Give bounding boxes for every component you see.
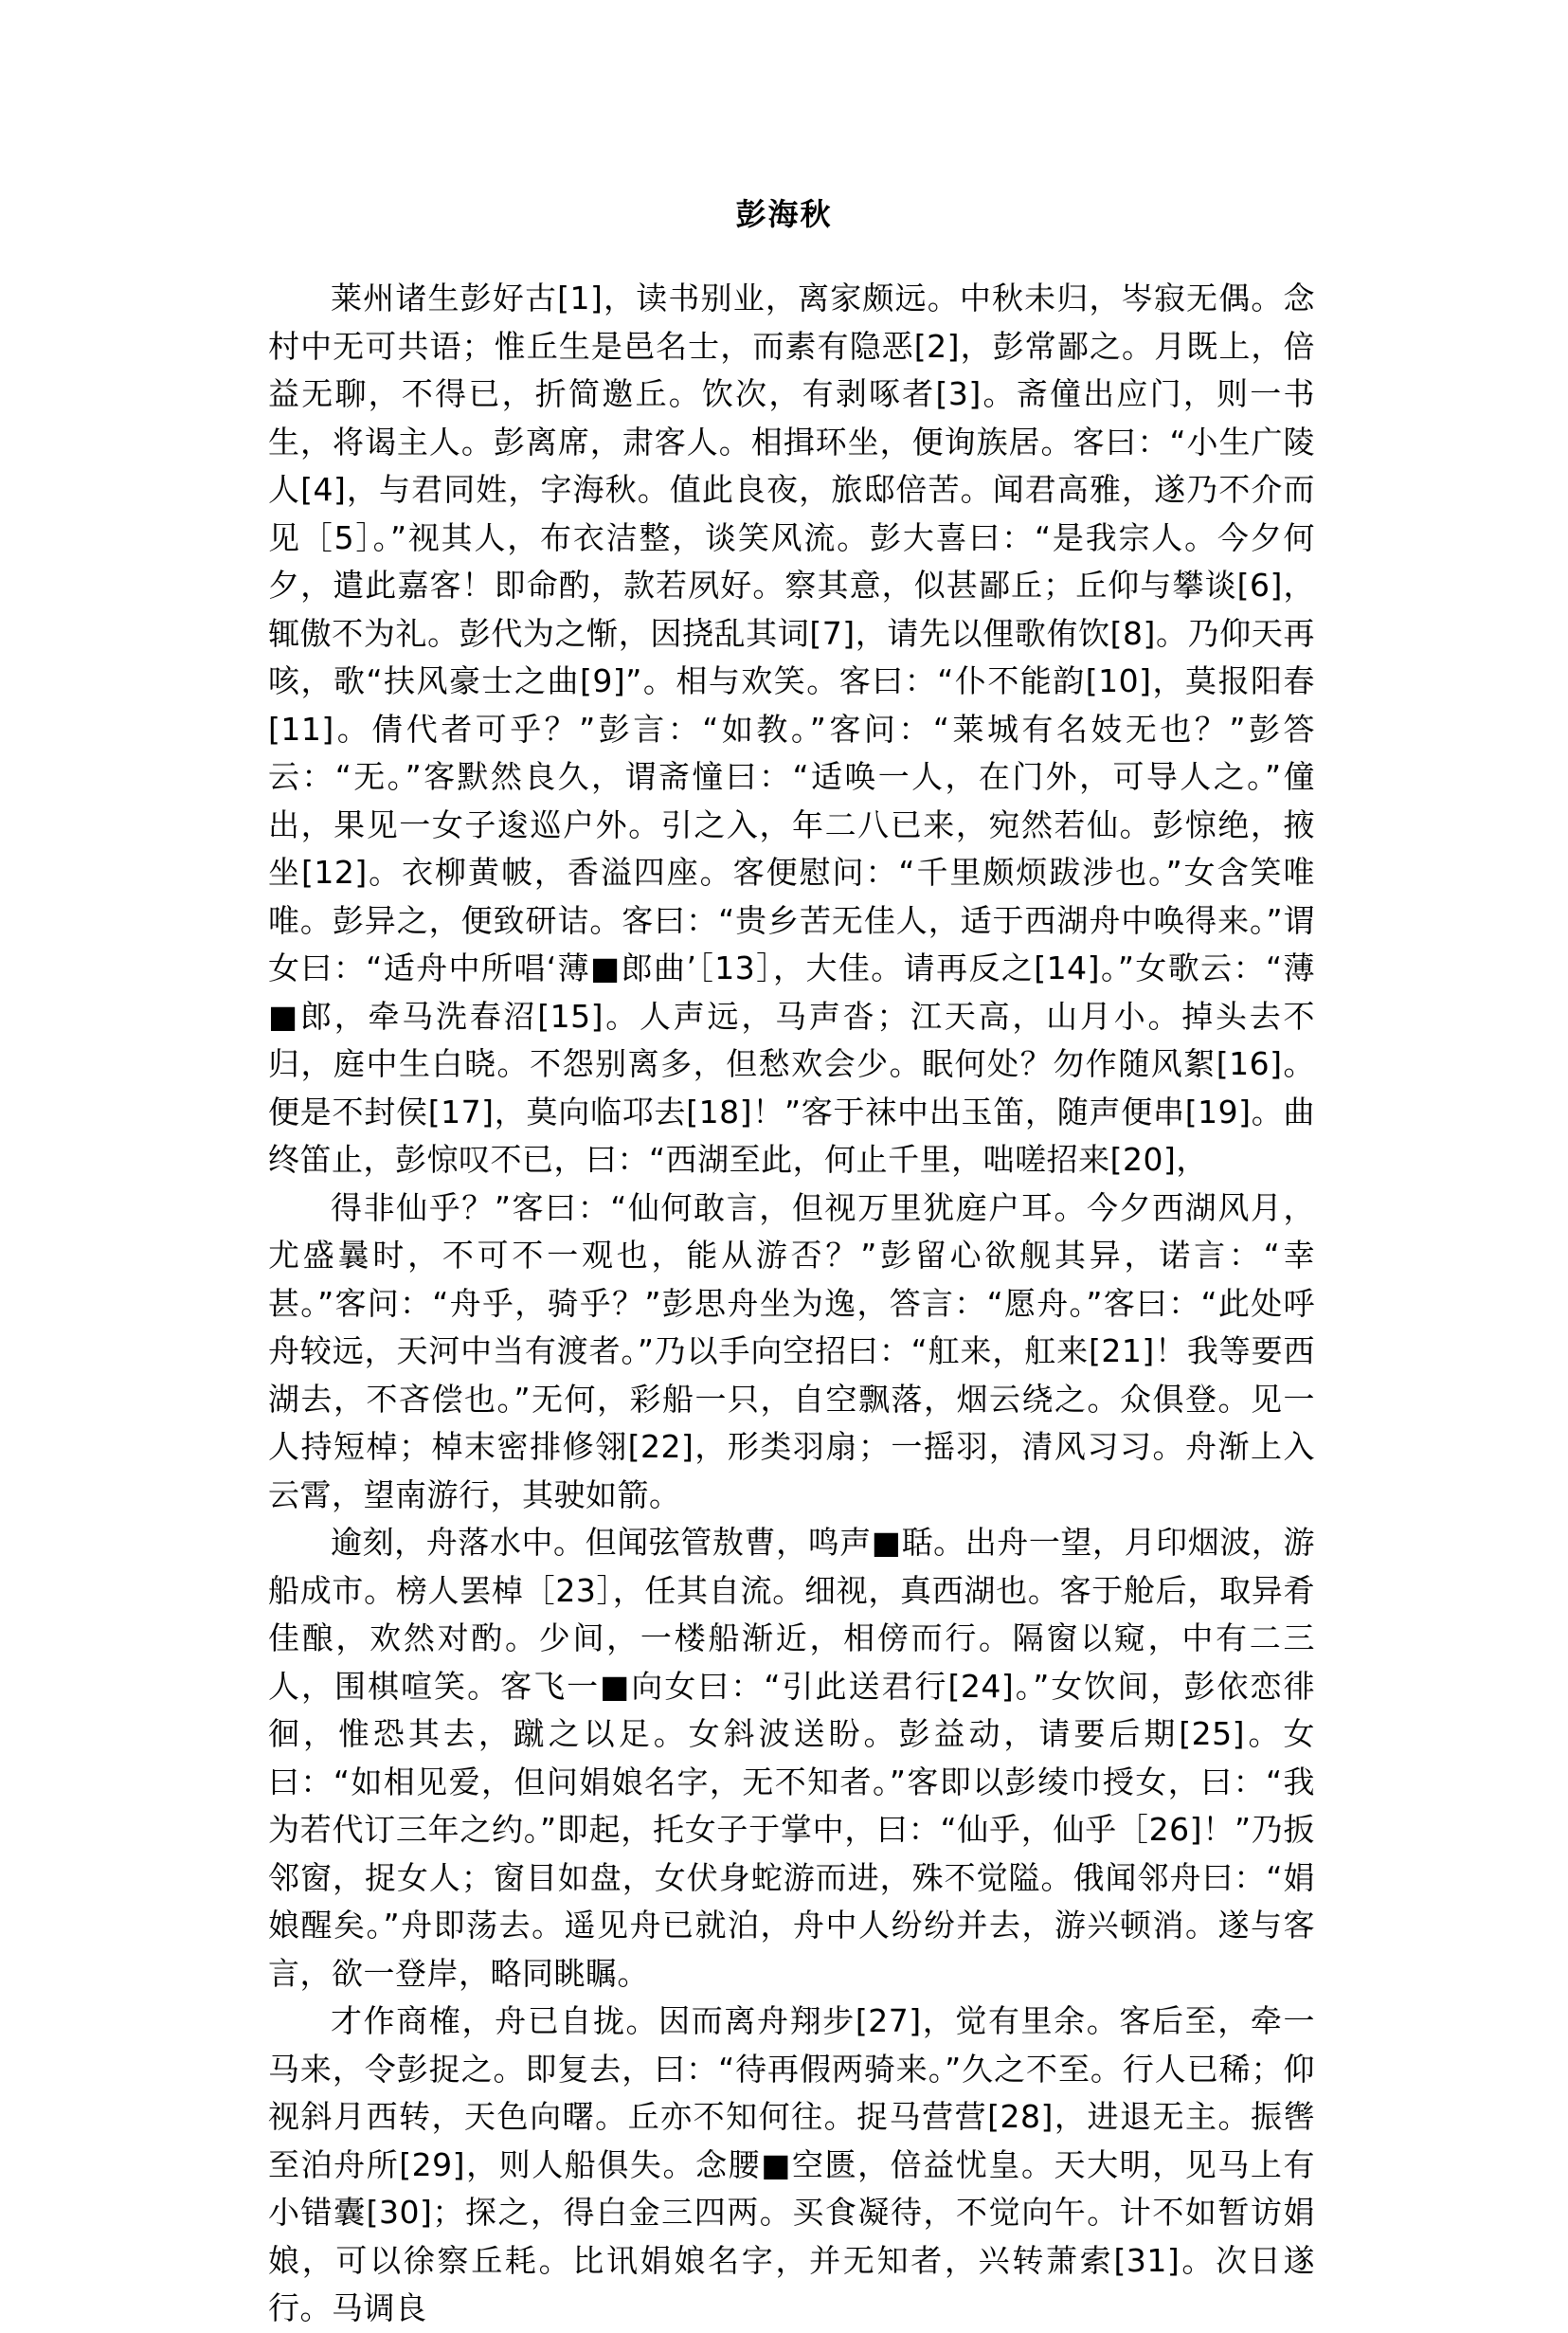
- paragraph: 得非仙乎？”客曰：“仙何敢言，但视万里犹庭户耳。今夕西湖风月，尤盛曩时，不可不一观也，能从游否？”彭留心欲舰其异，诺言：“幸甚。”客问：“舟乎，骑乎？”彭思舟坐为逸，答言：“愿舟。”客曰：“此处呼舟较远，天河中当有渡者。”乃以手向空招曰：“舡来，舡来[21]！我等要西湖去，不吝偿也。”无何，彩船一只，自空飘落，烟云绕之。众俱登。见一人持短棹；棹末密排修翎[22]，形类羽扇；一摇羽，清风习习。舟渐上入云霄，望南游行，其驶如箭。: [268, 1188, 1315, 1513]
- page-title: 彭海秋: [735, 196, 833, 232]
- paragraph: 莱州诸生彭好古[1]，读书别业，离家颇远。中秋未归，岑寂无偶。念村中无可共语；惟丘生是邑名士，而素有隐恶[2]，彭常鄙之。月既上，倍益无聊，不得已，折简邀丘。饮次，有剥啄者[3]。斋僮出应门，则一书生，将谒主人。彭离席，肃客人。相揖环坐，便询族居。客曰：“小生广陵人[4]，与君同姓，字海秋。值此良夜，旅邸倍苦。闻君高雅，遂乃不介而见［5］。”视其人，布衣洁整，谈笑风流。彭大喜曰：“是我宗人。今夕何夕，遣此嘉客！即命酌，款若夙好。察其意，似甚鄙丘；丘仰与攀谈[6]，辄傲不为礼。彭代为之惭，因挠乱其词[7]，请先以俚歌侑饮[8]。乃仰天再咳，歌“扶风豪士之曲[9]”。相与欢笑。客曰：“仆不能韵[10]，莫报阳春[11]。倩代者可乎？”彭言：“如教。”客问：“莱城有名妓无也？”彭答云：“无。”客默然良久，谓斋憧曰：“适唤一人，在门外，可导人之。”僮出，果见一女子逡巡户外。引之入，年二八已来，宛然若仙。彭惊绝，掖坐[12]。衣柳黄帔，香溢四座。客便慰问：“千里颇烦跋涉也。”女含笑唯唯。彭异之，便致研诘。客曰：“贵乡苦无佳人，适于西湖舟中唤得来。”谓女曰：“适舟中所唱‘薄■郎曲’［13］，大佳。请再反之[14]。”女歌云：“薄■郎，牵马洗春沼[15]。人声远，马声沓；江天高，山月小。掉头去不归，庭中生白晓。不怨别离多，但愁欢会少。眠何处？勿作随风絮[16]。便是不封侯[17]，莫向临邛去[18]！”客于袜中出玉笛，随声便串[19]。曲终笛止，彭惊叹不已，曰：“西湖至此，何止千里，咄嗟招来[20]，: [268, 280, 1315, 1178]
- paragraph: 才作商榷，舟已自拢。因而离舟翔步[27]，觉有里余。客后至，牵一马来，令彭捉之。即复去，曰：“待再假两骑来。”久之不至。行人已稀；仰视斜月西转，天色向曙。丘亦不知何往。捉马营营[28]，进退无主。振辔至泊舟所[29]，则人船俱失。念腰■空匮，倍益忧皇。天大明，见马上有小错囊[30]；探之，得白金三四两。买食凝待，不觉向午。计不如暂访娟娘，可以徐察丘耗。比讯娟娘名字，并无知者，兴转萧索[31]。次日遂行。马调良: [268, 2002, 1315, 2326]
- paragraph: 逾刻，舟落水中。但闻弦管敖曹，鸣声■聒。出舟一望，月印烟波，游船成市。榜人罢棹［23］，任其自流。细视，真西湖也。客于舱后，取异肴佳酿，欢然对酌。少间，一楼船渐近，相傍而行。隔窗以窥，中有二三人，围棋喧笑。客飞一■向女曰：“引此送君行[24]。”女饮间，彭依恋徘徊，惟恐其去，蹴之以足。女斜波送盼。彭益动，请要后期[25]。女曰：“如相见爱，但问娟娘名字，无不知者。”客即以彭绫巾授女，曰：“我为若代订三年之约。”即起，托女子于掌中，曰：“仙乎，仙乎［26]！”乃扳邻窗，捉女人；窗目如盘，女伏身蛇游而进，殊不觉隘。俄闻邻舟曰：“娟娘醒矣。”舟即荡去。遥见舟已就泊，舟中人纷纷并去，游兴顿消。遂与客言，欲一登岸，略同眺瞩。: [268, 1524, 1315, 1992]
- document-body: [268, 275, 1315, 2333]
